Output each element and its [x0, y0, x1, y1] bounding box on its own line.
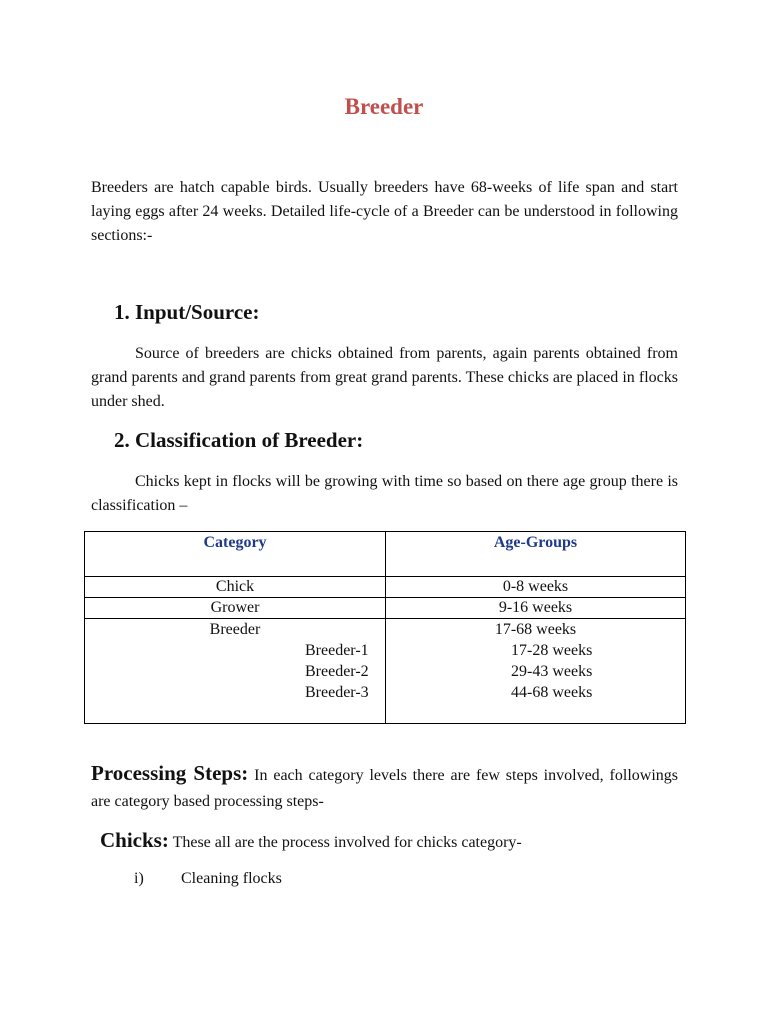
table-row — [85, 577, 686, 598]
chicks-paragraph — [100, 828, 522, 853]
chicks-label: Chicks: — [100, 828, 169, 852]
table-header-age-groups: Age-Groups — [386, 532, 686, 577]
table-cell-category: Chick — [85, 577, 386, 598]
table-cell-age: 17-68 weeks — [494, 621, 577, 638]
processing-steps-paragraph — [91, 760, 678, 815]
section-heading-classification: 2. Classification of Breeder: — [114, 428, 364, 452]
table-cell-category: Breeder — [209, 621, 261, 638]
table-cell-age: 9-16 weeks — [386, 598, 686, 619]
list-item-number: i) — [134, 870, 144, 887]
chicks-text: These all are the process involved for chicks category- — [168, 834, 522, 851]
processing-steps-text: In each category levels there are few steps involved, followings are category based processing steps- — [91, 767, 679, 810]
table-cell-category-group — [85, 619, 386, 724]
table-subcell-category: Breeder-2 — [305, 663, 369, 680]
table-header-category: Category — [85, 532, 386, 577]
page-title: Breeder — [344, 94, 424, 119]
table-cell-category: Grower — [85, 598, 386, 619]
table-subcell-age: 44-68 weeks — [511, 684, 593, 701]
table-cell-age-group — [386, 619, 686, 724]
table-row — [85, 598, 686, 619]
table-row-breeder — [85, 619, 686, 724]
table-subcell-age: 17-28 weeks — [511, 642, 593, 659]
section-body-classification: Chicks kept in flocks will be growing with time so based on there age group there is classification – — [91, 473, 678, 514]
table-cell-age: 0-8 weeks — [386, 577, 686, 598]
section-heading-input-source: 1. Input/Source: — [114, 300, 260, 324]
list-item-text: Cleaning flocks — [181, 870, 282, 887]
table-subcell-category: Breeder-3 — [305, 684, 369, 701]
section-body-input-source: Source of breeders are chicks obtained from parents, again parents obtained from grand parents and grand parents from great grand parents. These chicks are placed in flocks under shed. — [91, 345, 678, 410]
processing-steps-label: Processing Steps: — [91, 761, 249, 785]
table-header-row — [85, 532, 686, 577]
table-subcell-age: 29-43 weeks — [511, 663, 593, 680]
age-group-table — [84, 531, 686, 724]
table-subcell-category: Breeder-1 — [305, 642, 369, 659]
intro-paragraph: Breeders are hatch capable birds. Usually breeders have 68-weeks of life span and start laying eggs after 24 weeks. Detailed life-cycle of a Breeder can be understood in following sections:- — [91, 179, 678, 244]
